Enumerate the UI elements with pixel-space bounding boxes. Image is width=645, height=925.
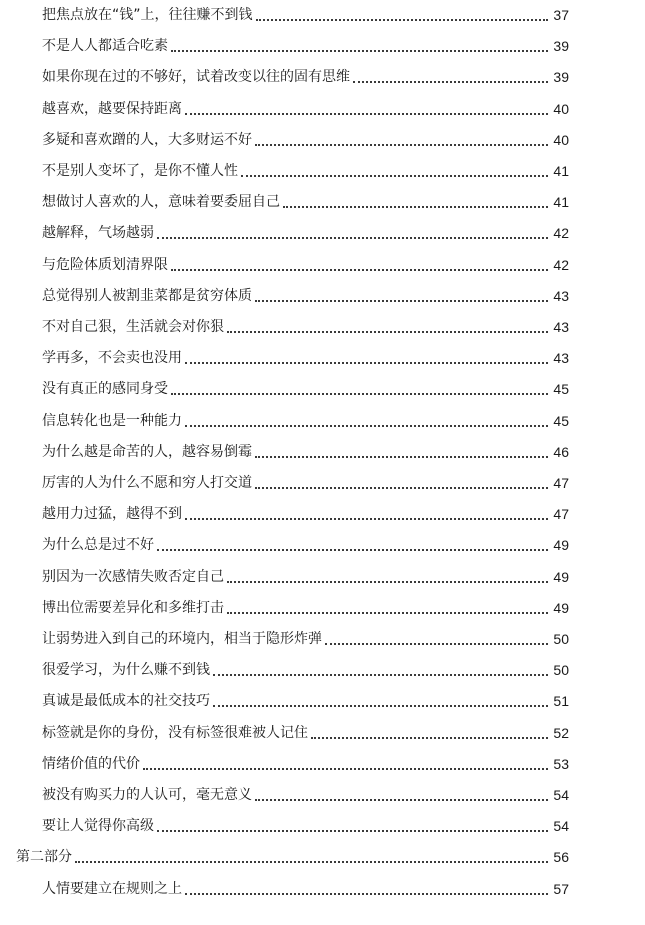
toc-entry-title: 为什么总是过不好 [42, 537, 154, 554]
toc-entry-title: 第二部分 [16, 849, 72, 866]
toc-entry[interactable] [0, 312, 645, 336]
toc-entry-page-number: 50 [553, 631, 569, 647]
toc-entry[interactable] [0, 499, 645, 523]
toc-entry-title: 如果你现在过的不够好，试着改变以往的固有思维 [42, 69, 350, 86]
toc-entry-title: 越用力过猛，越得不到 [42, 506, 182, 523]
toc-entry-title: 厉害的人为什么不愿和穷人打交道 [42, 475, 252, 491]
toc-entry-title: 被没有购买力的人认可，毫无意义 [42, 787, 252, 803]
dot-leader [157, 236, 548, 239]
toc-entry-page-number: 54 [553, 787, 569, 803]
dot-leader [143, 767, 548, 770]
dot-leader [157, 829, 548, 832]
toc-entry-title: 情绪价值的代价 [42, 755, 140, 772]
toc-entry[interactable] [0, 655, 645, 679]
dot-leader [255, 299, 548, 302]
toc-entry[interactable] [0, 749, 645, 773]
toc-entry-page-number: 39 [553, 69, 569, 86]
dot-leader [353, 80, 548, 83]
toc-entry-title: 想做讨人喜欢的人，意味着要委屈自己 [42, 194, 280, 211]
toc-entry-title: 很爱学习，为什么赚不到钱 [42, 662, 210, 679]
dot-leader [171, 49, 548, 52]
toc-entry[interactable] [0, 94, 645, 118]
toc-entry[interactable] [0, 281, 645, 305]
toc-entry-title: 为什么越是命苦的人，越容易倒霉 [42, 443, 252, 460]
dot-leader [227, 330, 548, 333]
toc-entry-page-number: 54 [553, 818, 569, 835]
toc-entry-title: 真诚是最低成本的社交技巧 [42, 693, 210, 710]
toc-entry-page-number: 41 [553, 163, 569, 179]
toc-entry-title: 人情要建立在规则之上 [42, 880, 182, 897]
dot-leader [325, 642, 548, 645]
toc-entry-page-number: 42 [553, 256, 569, 273]
dot-leader [185, 517, 548, 520]
toc-entry-page-number: 39 [553, 38, 569, 55]
toc-entry-title: 不是人人都适合吃素 [42, 38, 168, 55]
dot-leader [157, 548, 548, 551]
dot-leader [255, 143, 548, 146]
toc-entry-page-number: 53 [553, 755, 569, 772]
toc-entry-page-number: 49 [553, 568, 569, 585]
toc-entry[interactable] [0, 0, 645, 24]
toc-entry-page-number: 49 [553, 599, 569, 616]
toc-entry-page-number: 37 [553, 7, 569, 23]
toc-entry-title: 越解释，气场越弱 [42, 225, 154, 242]
toc-entry-title: 把焦点放在“钱”上，往往赚不到钱 [42, 7, 253, 23]
toc-entry-page-number: 41 [553, 194, 569, 211]
toc-entry[interactable] [0, 343, 645, 367]
toc-entry-title: 多疑和喜欢蹭的人，大多财运不好 [42, 131, 252, 148]
dot-leader [75, 860, 548, 863]
toc-entry-title: 标签就是你的身份，没有标签很难被人记住 [42, 724, 308, 741]
toc-entry[interactable] [0, 842, 645, 866]
toc-entry[interactable] [0, 62, 645, 86]
toc-entry-title: 不对自己狠，生活就会对你狠 [42, 319, 224, 335]
toc-entry-page-number: 56 [553, 849, 569, 866]
toc-entry[interactable] [0, 874, 645, 898]
toc-entry-title: 让弱势进入到自己的环境内，相当于隐形炸弹 [42, 631, 322, 647]
toc-entry[interactable] [0, 218, 645, 242]
dot-leader [185, 112, 548, 115]
dot-leader [255, 486, 548, 489]
toc-entry-page-number: 43 [553, 287, 569, 304]
dot-leader [255, 798, 548, 801]
toc-entry-page-number: 57 [553, 880, 569, 897]
toc-entry-page-number: 49 [553, 537, 569, 554]
toc-entry-title: 与危险体质划清界限 [42, 256, 168, 273]
toc-entry-page-number: 45 [553, 381, 569, 398]
toc-entry[interactable] [0, 406, 645, 430]
toc-entry-title: 没有真正的感同身受 [42, 381, 168, 398]
toc-entry[interactable] [0, 125, 645, 149]
toc-entry[interactable] [0, 468, 645, 492]
dot-leader [283, 205, 548, 208]
dot-leader [227, 611, 548, 614]
toc-entry[interactable] [0, 31, 645, 55]
dot-leader [255, 455, 548, 458]
toc-entry-title: 学再多，不会卖也没用 [42, 350, 182, 367]
toc-entry[interactable] [0, 593, 645, 617]
dot-leader [241, 174, 548, 177]
toc-entry-page-number: 46 [553, 443, 569, 460]
toc-entry-page-number: 43 [553, 319, 569, 335]
toc-entry-title: 不是别人变坏了，是你不懂人性 [42, 163, 238, 179]
toc-entry-title: 信息转化也是一种能力 [42, 412, 182, 429]
toc-entry[interactable] [0, 686, 645, 710]
toc-entry[interactable] [0, 156, 645, 180]
toc-entry[interactable] [0, 562, 645, 586]
toc-entry-title: 要让人觉得你高级 [42, 818, 154, 835]
toc-entry-title: 越喜欢，越要保持距离 [42, 100, 182, 117]
toc-entry-page-number: 47 [553, 475, 569, 491]
toc-entry-title: 博出位需要差异化和多维打击 [42, 599, 224, 616]
toc-entry[interactable] [0, 718, 645, 742]
dot-leader [185, 361, 548, 364]
toc-entry[interactable] [0, 374, 645, 398]
dot-leader [171, 392, 548, 395]
dot-leader [227, 580, 548, 583]
dot-leader [311, 736, 548, 739]
toc-entry-page-number: 43 [553, 350, 569, 367]
toc-entry[interactable] [0, 250, 645, 274]
toc-entry-page-number: 47 [553, 506, 569, 523]
toc-entry-page-number: 51 [553, 693, 569, 710]
dot-leader [256, 18, 548, 21]
toc-entry-page-number: 45 [553, 412, 569, 429]
dot-leader [171, 268, 548, 271]
dot-leader [213, 704, 548, 707]
dot-leader [213, 673, 548, 676]
toc-entry[interactable] [0, 624, 645, 648]
dot-leader [185, 892, 548, 895]
toc-entry-page-number: 52 [553, 724, 569, 741]
toc-entry[interactable] [0, 811, 645, 835]
toc-entry-title: 总觉得别人被割韭菜都是贫穷体质 [42, 287, 252, 304]
toc-entry-page-number: 40 [553, 100, 569, 117]
toc-entry[interactable] [0, 437, 645, 461]
dot-leader [185, 424, 548, 427]
toc-entry-page-number: 50 [553, 662, 569, 679]
toc-entry[interactable] [0, 780, 645, 804]
toc-entry-page-number: 40 [553, 131, 569, 148]
toc-entry-page-number: 42 [553, 225, 569, 242]
toc-entry[interactable] [0, 187, 645, 211]
toc-entry-title: 别因为一次感情失败否定自己 [42, 568, 224, 585]
toc-entry[interactable] [0, 530, 645, 554]
